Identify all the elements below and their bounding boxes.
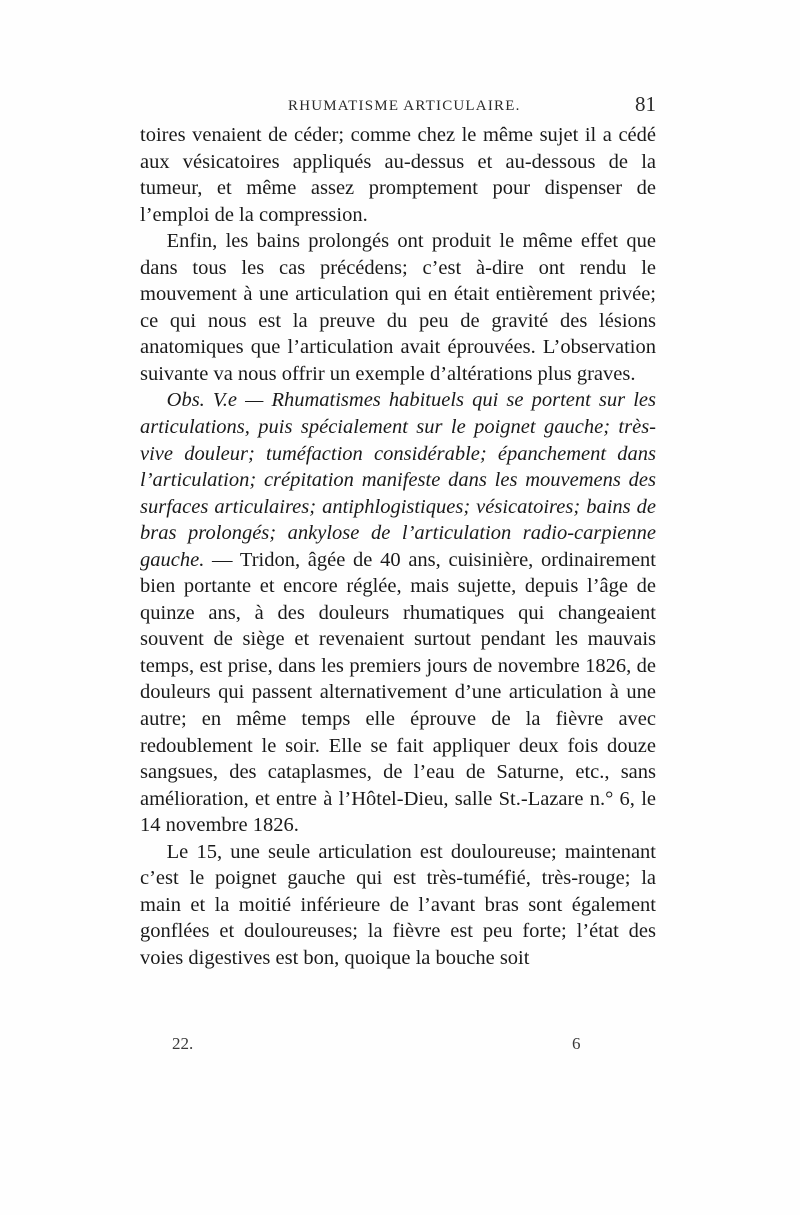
gathering-number: 6 — [572, 1034, 581, 1053]
page-footer — [140, 1034, 656, 1058]
paragraph-continuation: toires venaient de céder; comme chez le même sujet il a cédé aux vésicatoires appliqués au-dessus et au-dessous de la tumeur, et même assez promptement pour dispenser de l’emploi de la compression. — [140, 124, 656, 226]
running-head: RHUMATISME ARTICULAIRE. — [288, 98, 521, 114]
observation-summary: Rhumatismes habituels qui se portent sur les articulations, puis spécialement sur le poignet gauche; très-vive douleur; tuméfaction considérable; épanchement dans l’articulation; crépitation manifeste dans les mouvemens des surfaces articulaires; antiphlogistiques; vésicatoires; bains de bras prolongés; ankylose de l’articulation radio-carpienne gauche. — [140, 389, 656, 571]
page-header — [140, 92, 656, 122]
signature-mark: 22. — [172, 1034, 194, 1053]
observation-paragraph — [140, 387, 656, 838]
paragraph-baths: Enfin, les bains prolongés ont produit le même effet que dans tous les cas précédens; c’est à-dire ont rendu le mouvement à une articulation qui en était entièrement privée; ce qui nous est la preuve du peu de gravité des lésions anatomiques que l’articulation avait éprouvées. L’observation suivante va nous offrir un exemple d’altérations plus graves. — [140, 230, 656, 385]
observation-case-text: — Tridon, âgée de 40 ans, cuisinière, ordinairement bien portante et encore réglée, mais sujette, depuis l’âge de quinze ans, à des douleurs rhumatiques qui changeaient souvent de siège et revenaient surtout pendant les mauvais temps, est prise, dans les premiers jours de novembre 1826, de douleurs qui passent alternativement d’une articulation à une autre; en même temps elle éprouve de la fièvre avec redoublement le soir. Elle se fait appliquer deux fois douze sangsues, des cataplasmes, de l’eau de Saturne, etc., sans amélioration, et entre à l’Hôtel-Dieu, salle St.-Lazare n.° 6, le 14 novembre 1826. — [140, 548, 656, 837]
paragraph-day-15: Le 15, une seule articulation est douloureuse; maintenant c’est le poignet gauche qui est très-tuméfié, très-rouge; la main et la moitié inférieure de l’avant bras sont également gonflées et douloureuses; la fièvre est peu forte; l’état des voies digestives est bon, quoique la bouche soit — [140, 840, 656, 969]
page-number: 81 — [635, 92, 656, 116]
page-body — [140, 122, 656, 972]
observation-label: Obs. V.e — — [166, 389, 264, 412]
